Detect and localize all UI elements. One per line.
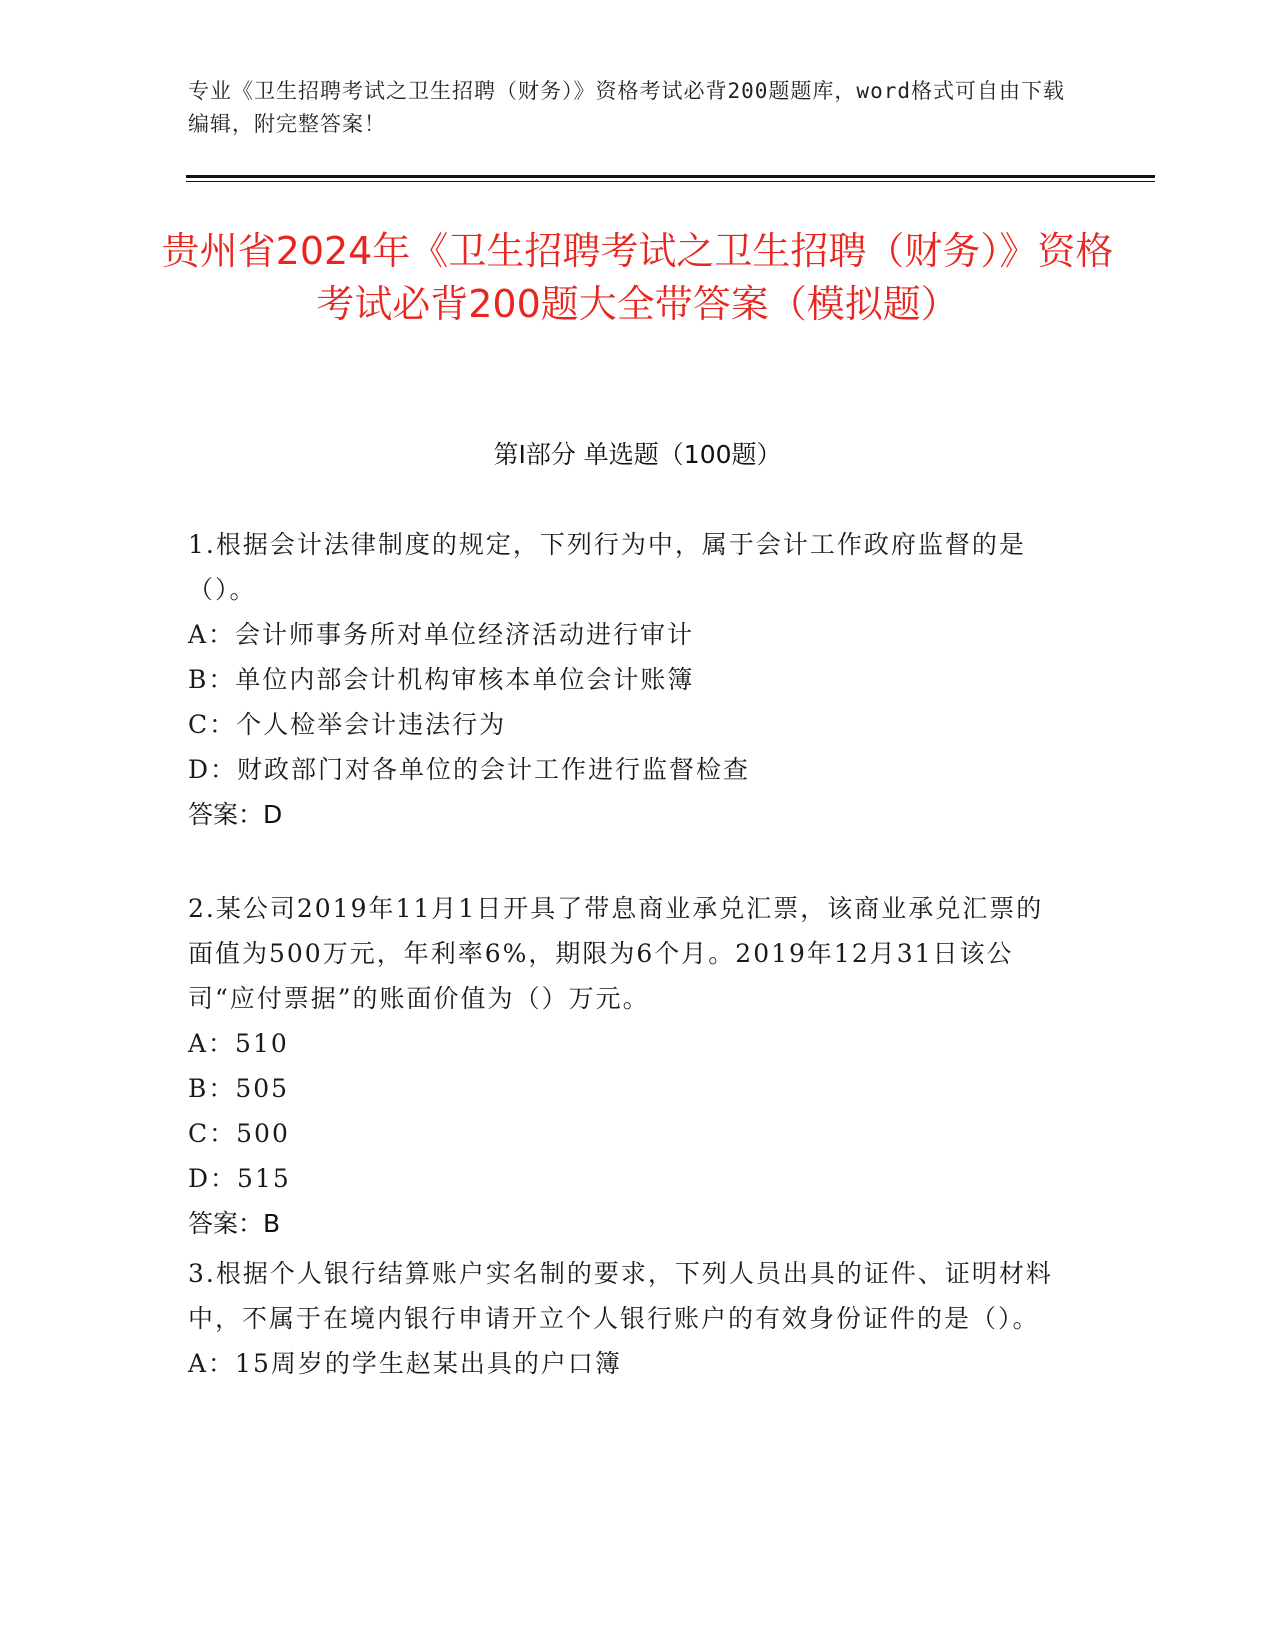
question-stem: 1.根据会计法律制度的规定，下列行为中，属于会计工作政府监督的是（）。 <box>188 530 1026 604</box>
option-a: A：510 <box>188 1029 289 1058</box>
option-b: B：单位内部会计机构审核本单位会计账簿 <box>188 665 695 694</box>
option-d: D：515 <box>188 1164 291 1193</box>
option-b: B：505 <box>188 1074 290 1103</box>
option-c: C：500 <box>188 1119 290 1148</box>
option-a: A：会计师事务所对单位经济活动进行审计 <box>188 620 695 649</box>
header-divider-thin <box>186 181 1155 182</box>
option-d: D：财政部门对各单位的会计工作进行监督检查 <box>188 755 751 784</box>
option-a: A：15周岁的学生赵某出具的户口簿 <box>188 1349 622 1378</box>
question-stem: 3.根据个人银行结算账户实名制的要求，下列人员出具的证件、证明材料中，不属于在境内银行申请开立个人银行账户的有效身份证件的是（）。 <box>188 1259 1053 1333</box>
section-heading: 第Ⅰ部分 单选题（100题） <box>493 440 782 469</box>
question-3 <box>188 1251 1068 1386</box>
answer: 答案：D <box>188 800 283 829</box>
question-stem: 2.某公司2019年11月1日开具了带息商业承兑汇票，该商业承兑汇票的面值为500万元，年利率6%，期限为6个月。2019年12月31日该公司“应付票据”的账面价值为（）万元。 <box>188 894 1044 1013</box>
document-title: 贵州省2024年《卫生招聘考试之卫生招聘（财务）》资格考试必背200题大全带答案（模拟题） <box>161 229 1114 326</box>
header-divider-thick <box>186 175 1155 178</box>
question-1 <box>188 522 1068 837</box>
answer: 答案：B <box>188 1209 281 1238</box>
header-note: 专业《卫生招聘考试之卫生招聘（财务）》资格考试必背200题题库，word格式可自由下载编辑，附完整答案！ <box>188 79 1065 136</box>
option-c: C：个人检举会计违法行为 <box>188 710 507 739</box>
question-2 <box>188 886 1068 1246</box>
